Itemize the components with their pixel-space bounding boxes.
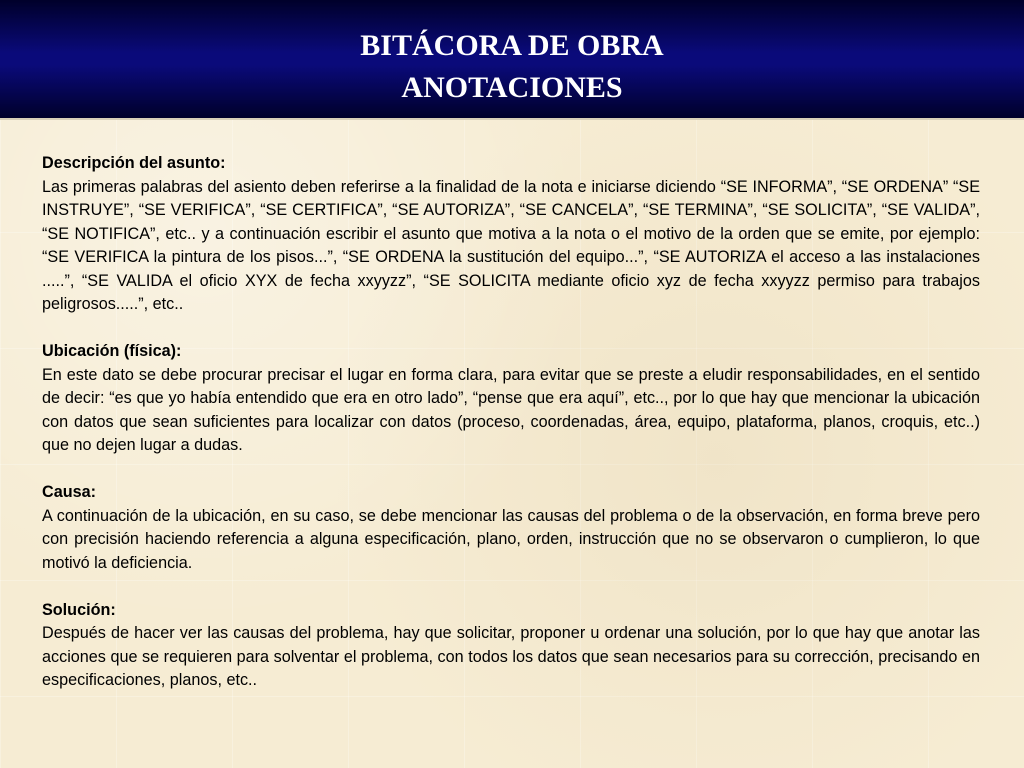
document-body [42,152,980,693]
section-heading: Causa: [42,483,96,501]
section-text: En este dato se debe procurar precisar el lugar en forma clara, para evitar que se preste a eludir responsabilidades, en el sentido de decir: “es que yo había entendido que era en otro lado”, “pense que era aquí”, etc.., por lo que hay que mencionar la ubicación con datos que sean suficientes para localizar con datos (proceso, coordenadas, área, equipo, plataforma, planos, croquis, etc..) que no dejen lugar a dudas. [42,365,980,454]
section-text: Las primeras palabras del asiento deben referirse a la finalidad de la nota e iniciarse diciendo “SE INFORMA”, “SE ORDENA” “SE INSTRUYE”, “SE VERIFICA”, “SE CERTIFICA”, “SE AUTORIZA”, “SE CANCELA”, “SE TERMINA”, “SE SOLICITA”, “SE VALIDA”, “SE NOTIFICA”, etc.. y a continuación escribir el asunto que motiva a la nota o el motivo de la orden que se emite, por ejemplo: “SE VERIFICA la pintura de los pisos...”, “SE ORDENA la sustitución del equipo...”, “SE AUTORIZA el acceso a las instalaciones .....”, “SE VALIDA el oficio XYX de fecha xxyyzz”, “SE SOLICITA mediante oficio xyz de fecha xxyyzz permiso para trabajos peligrosos.....”, etc.. [42,177,980,313]
section-causa [42,481,980,575]
section-text: A continuación de la ubicación, en su caso, se debe mencionar las causas del problema o de la observación, en forma breve pero con precisión haciendo referencia a alguna especificación, plano, orden, instrucción que no se observaron o cumplieron, lo que motivó la deficiencia. [42,506,980,572]
section-heading: Solución: [42,600,116,619]
section-heading: Descripción del asunto: [42,154,226,172]
page-title: BITÁCORA DE OBRA [360,29,664,62]
page-subtitle: ANOTACIONES [401,71,623,104]
section-descripcion [42,152,980,317]
title-banner [0,0,1024,120]
section-solucion [42,599,980,693]
section-heading: Ubicación (física): [42,342,182,360]
section-text: Después de hacer ver las causas del problema, hay que solicitar, proponer u ordenar una solución, por lo que hay que anotar las acciones que se requieren para solventar el problema, con todos los datos que sean necesarios para su corrección, precisando en especificaciones, planos, etc.. [42,624,980,689]
section-ubicacion [42,340,980,458]
